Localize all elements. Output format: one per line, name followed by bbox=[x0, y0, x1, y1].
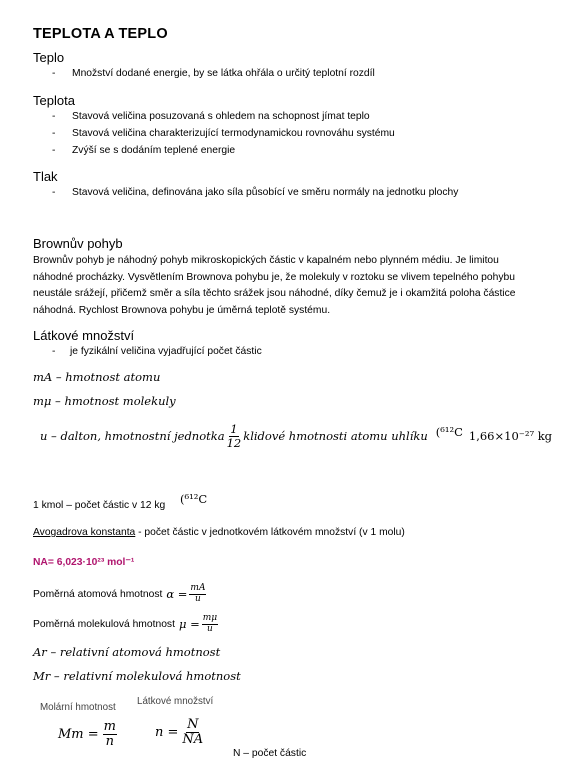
n-lhs: n = bbox=[155, 725, 179, 741]
mu-definition: mμ – hmotnost molekuly bbox=[33, 394, 176, 408]
carbon-symbol: (⁶¹²C bbox=[180, 492, 208, 506]
bullet-text: je fyzikální veličina vyjadřující počet částic bbox=[70, 346, 262, 357]
latkove-label: Látkové množství bbox=[137, 696, 214, 707]
pomerna-atomova bbox=[33, 584, 208, 605]
mr-definition: Mr – relativní molekulová hmotnost bbox=[33, 669, 241, 683]
fraction-denominator: u bbox=[195, 593, 201, 604]
fraction-numerator: mμ bbox=[202, 613, 218, 623]
pomerna-atomova-eq: α = bbox=[166, 587, 188, 602]
molarni-label: Molární hmotnost bbox=[40, 702, 116, 713]
ar-definition: Ar – relativní atomová hmotnost bbox=[33, 645, 221, 659]
brown-paragraph: Brownův pohyb je náhodný pohyb mikroskopických částic v kapalném nebo plynném médiu. Je limitou náhodné procházky. Vysvětlením Brownova pohybu je, že molekuly v roztoku se vlivem tepelného pohybu neustále srážejí, přičemž směr a síla těchto srážek jsou náhodné, díky čemuž je i okamžitá poloha částice náhodná. Rychlost Brownova pohybu je úměrná teplotě systému. bbox=[33, 255, 516, 316]
bullet-text: Stavová veličina, definována jako síla působící ve směru normály na jednotku plochy bbox=[72, 187, 459, 198]
fraction-denominator: u bbox=[207, 623, 213, 634]
fraction bbox=[103, 720, 117, 750]
avogadro-line bbox=[33, 527, 405, 538]
pomerna-molekulova-eq: μ = bbox=[178, 617, 200, 632]
heading-tlak: Tlak bbox=[33, 169, 58, 184]
heading-teplo: Teplo bbox=[33, 50, 65, 65]
pomerna-molekulova-label: Poměrná molekulová hmotnost bbox=[33, 618, 175, 630]
carbon-symbol: (⁶¹²C bbox=[435, 425, 463, 440]
molar-lhs: Mm = bbox=[58, 727, 99, 743]
bullet-text: Zvýší se s dodáním teplené energie bbox=[72, 145, 236, 156]
n-note: N – počet částic bbox=[233, 748, 307, 759]
fraction-numerator: m bbox=[103, 719, 116, 734]
dalton-pre: u – dalton, hmotnostní jednotka bbox=[40, 429, 225, 444]
fraction bbox=[227, 423, 242, 449]
fraction-denominator: NA bbox=[182, 732, 204, 748]
heading-teplota: Teplota bbox=[33, 93, 75, 108]
fraction-denominator: 12 bbox=[226, 435, 242, 450]
pomerna-atomova-label: Poměrná atomová hmotnost bbox=[33, 588, 163, 600]
avogadro-label: Avogadrova konstanta bbox=[33, 527, 136, 538]
dalton-value: 1,66×10⁻²⁷ kg bbox=[468, 429, 553, 444]
fraction-numerator: N bbox=[187, 717, 199, 732]
bullet-text: Stavová veličina posuzovaná s ohledem na schopnost jímat teplo bbox=[72, 111, 370, 122]
fraction-numerator: 1 bbox=[230, 422, 238, 436]
fraction-denominator: n bbox=[105, 734, 115, 750]
pomerna-molekulova bbox=[33, 614, 220, 635]
heading-latkove: Látkové množství bbox=[33, 328, 135, 343]
fraction bbox=[182, 718, 203, 748]
heading-brown: Brownův pohyb bbox=[33, 236, 123, 251]
kmol-definition: 1 kmol – počet částic v 12 kg bbox=[33, 500, 166, 511]
molar-mass-formula bbox=[58, 720, 119, 750]
page-title: TEPLOTA A TEPLO bbox=[33, 26, 168, 42]
ma-definition: mA – hmotnost atomu bbox=[33, 370, 161, 384]
dalton-post: klidové hmotnosti atomu uhlíku bbox=[243, 429, 428, 444]
n-formula bbox=[155, 718, 205, 748]
dalton-definition bbox=[40, 423, 552, 449]
fraction bbox=[202, 614, 218, 635]
avogadro-text: - počet částic v jednotkovém látkovém množství (v 1 molu) bbox=[135, 527, 405, 538]
bullet-text: Množství dodané energie, by se látka ohřála o určitý teplotní rozdíl bbox=[72, 68, 375, 79]
bullet-text: Stavová veličina charakterizující termodynamickou rovnováhu systému bbox=[72, 128, 395, 139]
fraction-numerator: mA bbox=[190, 583, 206, 593]
fraction bbox=[189, 584, 206, 605]
avogadro-constant: NA= 6,023·10²³ mol⁻¹ bbox=[33, 557, 135, 568]
